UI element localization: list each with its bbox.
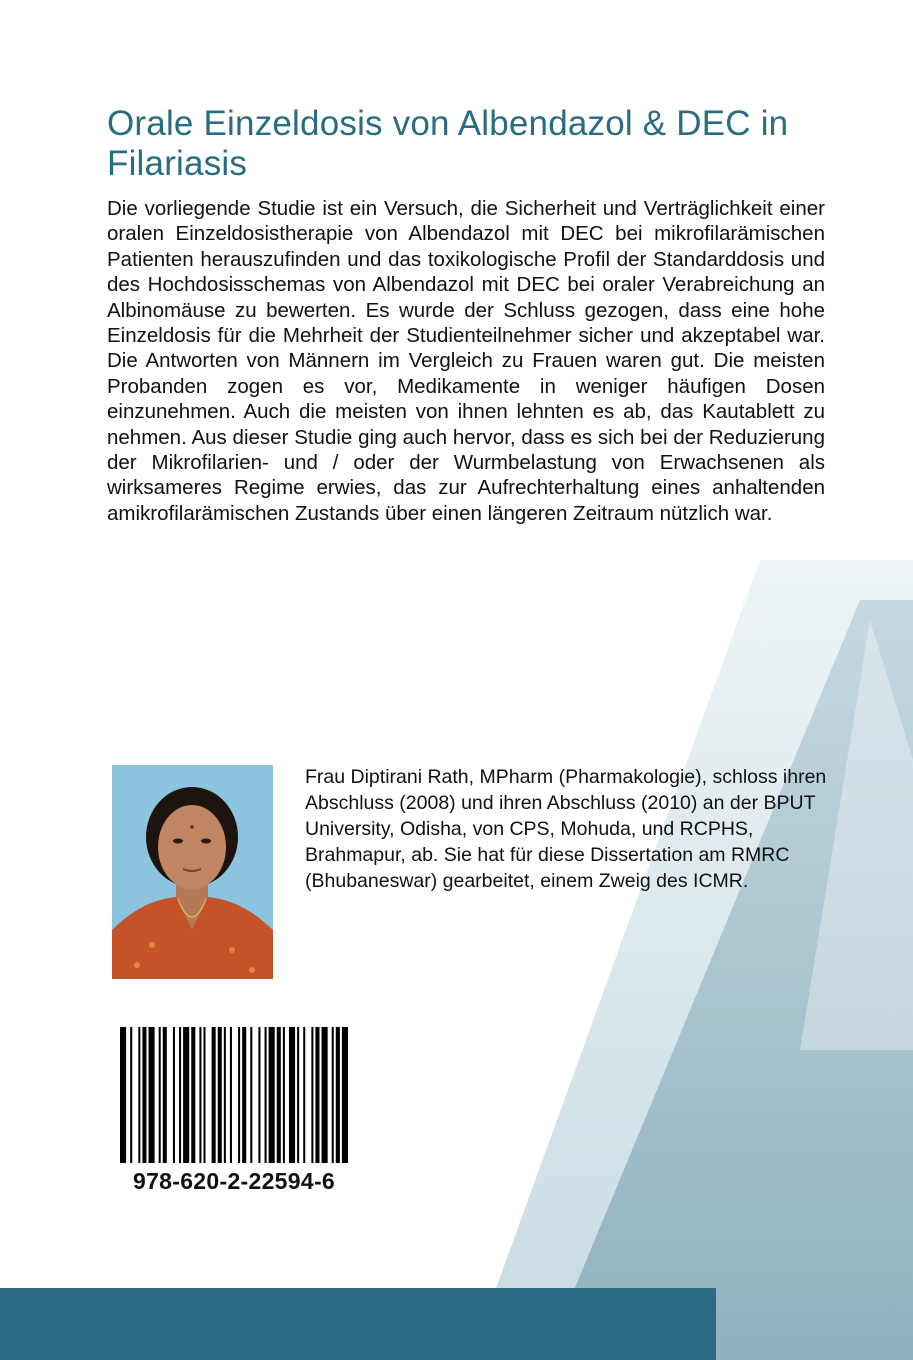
author-portrait-image (112, 765, 273, 979)
barcode-bar (159, 1027, 161, 1163)
barcode-bar (283, 1027, 285, 1163)
barcode-bar (224, 1027, 226, 1163)
barcode-bar (238, 1027, 240, 1163)
author-bio: Frau Diptirani Rath, MPharm (Pharmakologie), schloss ihren Abschluss (2008) und ihren Abschluss (2010) an der BPUT University, Odisha, von CPS, Mohuda, und RCPHS, Brahmapur, ab. Sie hat für diese Dissertation am RMRC (Bhubaneswar) gearbeitet, einem Zweig des ICMR. (305, 766, 827, 892)
barcode-bar (258, 1027, 260, 1163)
bottom-color-band (0, 1288, 716, 1360)
barcode-bar (311, 1027, 313, 1163)
barcode-bar (230, 1027, 232, 1163)
barcode-bar (242, 1027, 246, 1163)
barcode (108, 1019, 360, 1201)
barcode-bar (130, 1027, 132, 1163)
barcode-bar (269, 1027, 275, 1163)
barcode-bar (277, 1027, 281, 1163)
barcode-bar (303, 1027, 305, 1163)
barcode-bar (289, 1027, 295, 1163)
author-photo (112, 765, 273, 979)
barcode-bar (138, 1027, 140, 1163)
barcode-bar (203, 1027, 205, 1163)
book-abstract: Die vorliegende Studie ist ein Versuch, die Sicherheit und Verträglichkeit einer oralen Einzeldosistherapie von Albendazol mit DEC bei mikrofilarämischen Patienten herauszufinden und das toxikologische Profil der Standarddosis und des Hochdosisschemas von Albendazol mit DEC bei oraler Verabreichung an Albinomäuse zu bewerten. Es wurde der Schluss gezogen, dass eine hohe Einzeldosis für die Mehrheit der Studienteilnehmer sicher und akzeptabel war. Die Antworten von Männern im Vergleich zu Frauen waren gut. Die meisten Probanden zogen es vor, Medikamente in weniger häufigen Dosen einzunehmen. Auch die meisten von ihnen lehnten es ab, das Kautablett zu nehmen. Aus dieser Studie ging auch hervor, dass es sich bei der Reduzierung der Mikrofilarien- und / oder der Wurmbelastung von Erwachsenen als wirksameres Regime erwies, das zur Aufrechterhaltung eines anhaltenden amikrofilarämischen Zustands über einen längeren Zeitraum nützlich war. (107, 197, 825, 525)
barcode-bar (297, 1027, 299, 1163)
barcode-bar (322, 1027, 328, 1163)
barcode-bar (336, 1027, 340, 1163)
barcode-bar (250, 1027, 252, 1163)
barcode-bar (191, 1027, 195, 1163)
barcode-bar (212, 1027, 216, 1163)
barcode-bar (183, 1027, 189, 1163)
barcode-bar (332, 1027, 334, 1163)
barcode-bar (315, 1027, 319, 1163)
barcode-bar (265, 1027, 267, 1163)
barcode-bar (163, 1027, 167, 1163)
barcode-bar (218, 1027, 222, 1163)
barcode-bar (199, 1027, 201, 1163)
barcode-bar (173, 1027, 175, 1163)
barcode-bar (179, 1027, 181, 1163)
barcode-bar (120, 1027, 126, 1163)
barcode-bar (342, 1027, 348, 1163)
barcode-bar (142, 1027, 146, 1163)
isbn-number: 978-620-2-22594-6 (132, 1168, 336, 1194)
barcode-bar (149, 1027, 155, 1163)
book-title: Orale Einzeldosis von Albendazol & DEC in Filariasis (107, 104, 789, 183)
barcode-bars (120, 1027, 348, 1163)
